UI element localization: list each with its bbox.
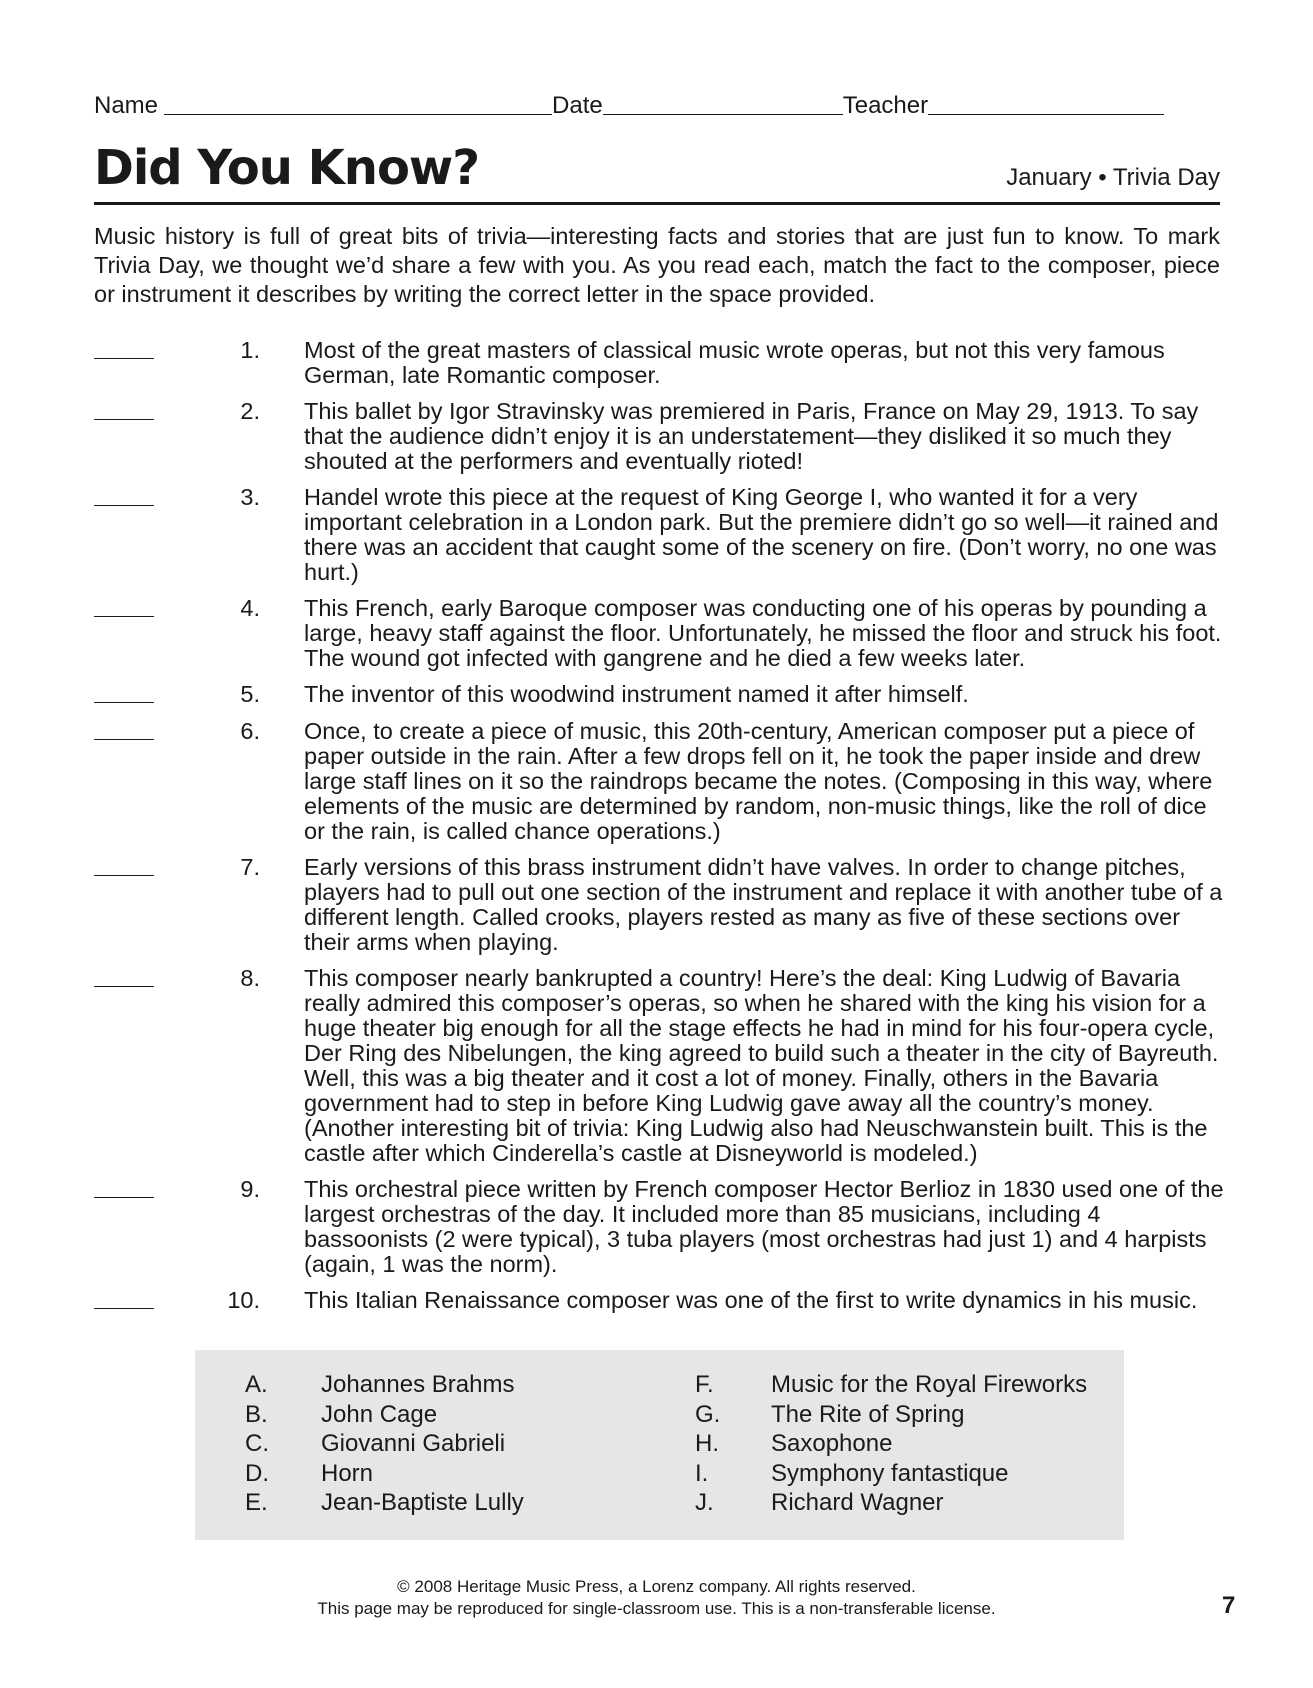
question-list [94, 338, 1229, 1325]
question-number: 9. [240, 1176, 260, 1202]
answer-blank[interactable] [94, 855, 154, 955]
answer-blank[interactable] [94, 485, 154, 585]
teacher-field[interactable] [928, 92, 1164, 115]
question-item [94, 855, 1229, 955]
question-number: 5. [240, 681, 260, 707]
teacher-label: Teacher [842, 92, 929, 119]
question-number: 4. [240, 595, 260, 621]
answer-option [245, 1429, 524, 1459]
option-letter: A. [245, 1371, 268, 1398]
question-text: This composer nearly bankrupted a country! Here’s the deal: King Ludwig of Bavaria really admired this composer’s operas, so when he shared with the king his vision for a huge theater big enough for all the stage effects he had in mind for his four-opera cycle, Der Ring des Nibelungen, the king agreed to build such a theater in the city of Bayreuth. Well, this was a big theater and it cost a lot of money. Finally, others in the Bavaria government had to step in before King Ludwig gave away all the country’s money. (Another interesting bit of trivia: King Ludwig also had Neuschwanstein built. This is the castle after which Cinderella’s castle at Disneyworld is modeled.) [304, 965, 1219, 1166]
answer-option [695, 1488, 1087, 1518]
option-letter: I. [695, 1459, 709, 1487]
question-text: Early versions of this brass instrument didn’t have valves. In order to change pitches, players had to pull out one section of the instrument and replace it with another tube of a different length. Called crooks, players rested as many as five of these sections over their arms when playing. [304, 854, 1223, 955]
title-row [94, 140, 1220, 205]
date-label: Date [552, 92, 603, 119]
answer-option [245, 1459, 524, 1489]
question-text: The inventor of this woodwind instrument named it after himself. [304, 681, 969, 707]
answer-blank[interactable] [94, 1288, 154, 1314]
answer-option [245, 1488, 524, 1518]
question-number: 8. [240, 965, 260, 991]
footer [0, 1576, 1313, 1620]
question-text: Once, to create a piece of music, this 20th-century, American composer put a piece of paper outside in the rain. After a few drops fell on it, he took the paper inside and drew large staff lines on it so the raindrops became the notes. (Composing in this way, where elements of the music are determined by random, non-music things, like the roll of dice or the rain, is called chance operations.) [304, 718, 1213, 844]
question-text: Most of the great masters of classical music wrote operas, but not this very famous German, late Romantic composer. [304, 337, 1165, 388]
option-label: The Rite of Spring [771, 1400, 965, 1428]
answer-option [695, 1370, 1087, 1400]
question-item [94, 1177, 1229, 1277]
answer-blank[interactable] [94, 399, 154, 474]
answer-blank[interactable] [94, 719, 154, 844]
option-label: John Cage [321, 1400, 438, 1428]
option-letter: F. [695, 1371, 714, 1398]
answer-blank[interactable] [94, 966, 154, 1166]
option-letter: C. [245, 1430, 269, 1457]
question-number: 10. [227, 1287, 260, 1313]
question-text: This ballet by Igor Stravinsky was premiered in Paris, France on May 29, 1913. To say that the audience didn’t enjoy it is an understatement—they disliked it so much they shouted at the performers and eventually rioted! [304, 398, 1199, 474]
answer-blank[interactable] [94, 596, 154, 671]
option-letter: H. [695, 1430, 719, 1457]
question-item [94, 399, 1229, 474]
answer-bank [195, 1350, 1124, 1540]
question-number: 7. [240, 854, 260, 880]
copyright-text: © 2008 Heritage Music Press, a Lorenz company. All rights reserved. [397, 1577, 916, 1596]
answer-bank-left-column [245, 1370, 524, 1518]
answer-option [695, 1429, 1087, 1459]
option-label: Saxophone [771, 1430, 893, 1457]
option-label: Johannes Brahms [321, 1371, 515, 1398]
question-number: 2. [240, 398, 260, 424]
question-item [94, 596, 1229, 671]
question-item [94, 1288, 1229, 1314]
page-subtitle: January • Trivia Day [1006, 164, 1220, 191]
page-title: Did You Know? [94, 140, 480, 196]
option-letter: J. [695, 1489, 714, 1516]
option-letter: B. [245, 1400, 268, 1428]
question-text: This orchestral piece written by French composer Hector Berlioz in 1830 used one of the largest orchestras of the day. It included more than 85 musicians, including 4 bassoonists (2 were typical), 3 tuba players (most orchestras had just 1) and 4 harpists (again, 1 was the norm). [304, 1176, 1224, 1277]
answer-option [245, 1400, 524, 1430]
license-text: This page may be reproduced for single-classroom use. This is a non-transferable license. [317, 1599, 996, 1618]
question-item [94, 719, 1229, 844]
answer-blank[interactable] [94, 338, 154, 388]
option-letter: E. [245, 1489, 268, 1516]
option-label: Richard Wagner [771, 1489, 944, 1516]
answer-option [695, 1400, 1087, 1430]
answer-blank[interactable] [94, 682, 154, 708]
question-item [94, 966, 1229, 1166]
student-info-line [94, 92, 1220, 120]
page-number: 7 [1222, 1592, 1236, 1619]
option-label: Symphony fantastique [771, 1459, 1009, 1487]
option-letter: D. [245, 1459, 269, 1487]
answer-bank-right-column [695, 1370, 1087, 1518]
answer-option [695, 1459, 1087, 1489]
answer-option [245, 1370, 524, 1400]
date-field[interactable] [603, 92, 843, 115]
option-label: Music for the Royal Fireworks [771, 1371, 1088, 1398]
option-label: Horn [321, 1459, 374, 1487]
option-label: Jean-Baptiste Lully [321, 1489, 524, 1516]
intro-paragraph: Music history is full of great bits of trivia—interesting facts and stories that are just fun to know. To mark Trivia Day, we thought we’d share a few with you. As you read each, match the fact to the composer, piece or instrument it describes by writing the correct letter in the space provided. [94, 223, 1220, 307]
question-text: This Italian Renaissance composer was one of the first to write dynamics in his music. [304, 1287, 1198, 1313]
question-text: Handel wrote this piece at the request of King George I, who wanted it for a very important celebration in a London park. But the premiere didn’t go so well—it rained and there was an accident that caught some of the scenery on fire. (Don’t worry, no one was hurt.) [304, 484, 1219, 585]
question-number: 6. [240, 718, 260, 744]
name-label: Name [94, 92, 159, 119]
question-number: 3. [240, 484, 260, 510]
question-text: This French, early Baroque composer was conducting one of his operas by pounding a large, heavy staff against the floor. Unfortunately, he missed the floor and struck his foot. The wound got infected with gangrene and he died a few weeks later. [304, 595, 1222, 671]
question-item [94, 338, 1229, 388]
option-letter: G. [695, 1400, 721, 1428]
question-item [94, 682, 1229, 708]
option-label: Giovanni Gabrieli [321, 1430, 506, 1457]
question-number: 1. [240, 337, 260, 363]
answer-blank[interactable] [94, 1177, 154, 1277]
name-field[interactable] [164, 92, 552, 115]
question-item [94, 485, 1229, 585]
